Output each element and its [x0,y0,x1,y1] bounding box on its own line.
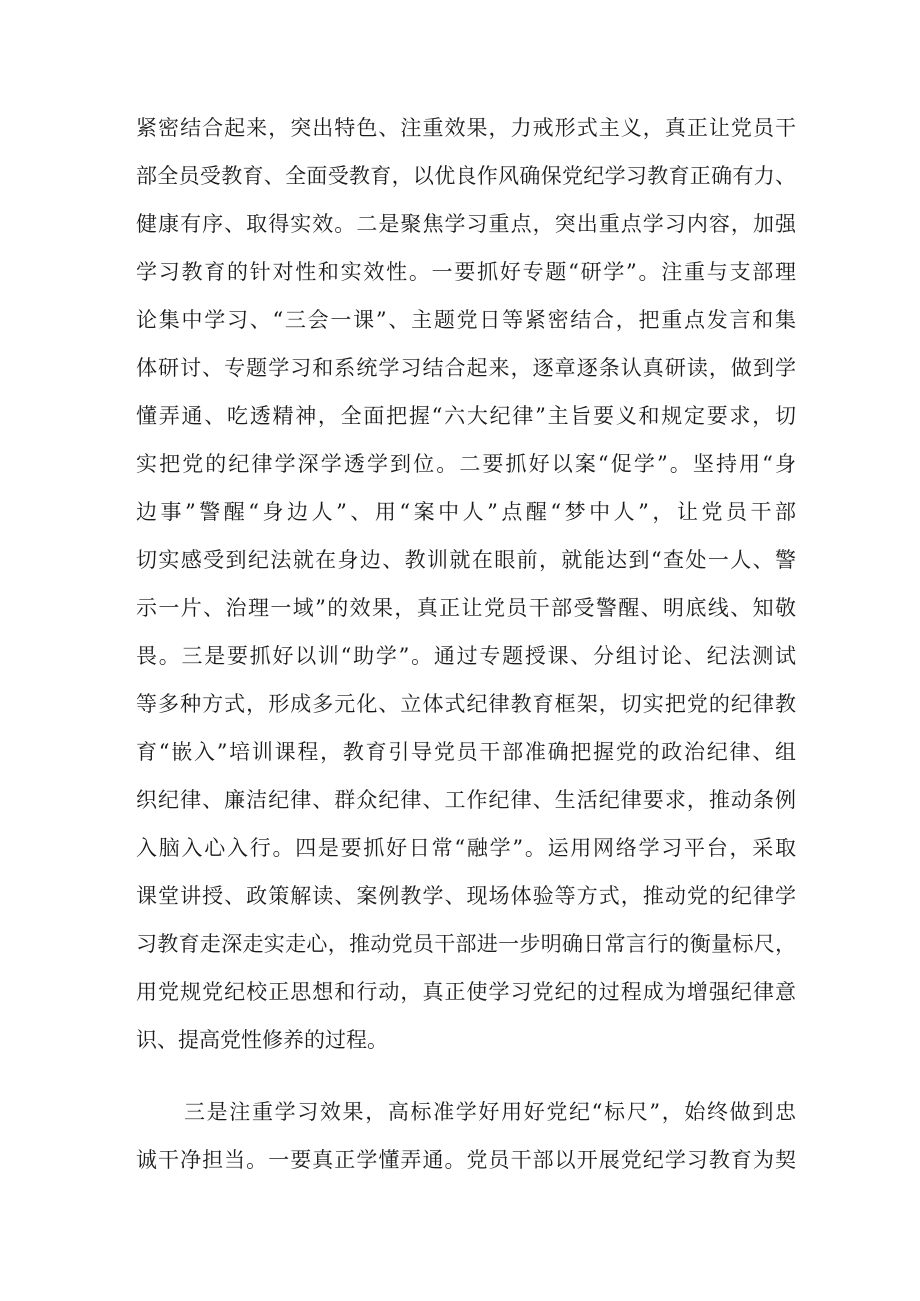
text-line: 体研讨、专题学习和系统学习结合起来，逐章逐条认真研读，做到学 [136,356,796,380]
text-line: 部全员受教育、全面受教育，以优良作风确保党纪学习教育正确有力、 [136,164,796,188]
text-line: 等多种方式，形成多元化、立体式纪律教育框架，切实把党的纪律教 [136,692,796,716]
text-line: 示一片、治理一域”的效果，真正让党员干部受警醒、明底线、知敬 [136,596,796,620]
text-line: 课堂讲授、政策解读、案例教学、现场体验等方式，推动党的纪律学 [136,884,796,908]
text-line: 健康有序、取得实效。二是聚焦学习重点，突出重点学习内容，加强 [136,212,796,236]
text-line: 诚干净担当。一要真正学懂弄通。党员干部以开展党纪学习教育为契 [136,1148,796,1172]
text-line: 懂弄通、吃透精神，全面把握“六大纪律”主旨要义和规定要求，切 [136,404,796,428]
text-line-paragraph-start: 三是注重学习效果，高标准学好用好党纪“标尺”，始终做到忠 [184,1100,796,1124]
text-line: 切实感受到纪法就在身边、教训就在眼前，就能达到“查处一人、警 [136,548,796,572]
text-line: 紧密结合起来，突出特色、注重效果，力戒形式主义，真正让党员干 [136,116,796,140]
text-line: 实把党的纪律学深学透学到位。二要抓好以案“促学”。坚持用“身 [136,452,796,476]
text-line: 论集中学习、“三会一课”、主题党日等紧密结合，把重点发言和集 [136,308,796,332]
text-line: 育“嵌入”培训课程，教育引导党员干部准确把握党的政治纪律、组 [136,740,796,764]
text-line: 边事”警醒“身边人”、用“案中人”点醒“梦中人”，让党员干部 [136,500,796,524]
text-line: 畏。三是要抓好以训“助学”。通过专题授课、分组讨论、纪法测试 [136,644,796,668]
text-line-paragraph-end: 识、提高党性修养的过程。 [136,1028,388,1052]
text-line: 习教育走深走实走心，推动党员干部进一步明确日常言行的衡量标尺， [136,932,796,956]
text-line: 用党规党纪校正思想和行动，真正使学习党纪的过程成为增强纪律意 [136,980,796,1004]
text-line: 织纪律、廉洁纪律、群众纪律、工作纪律、生活纪律要求，推动条例 [136,788,796,812]
text-line: 入脑入心入行。四是要抓好日常“融学”。运用网络学习平台，采取 [136,836,796,860]
text-line: 学习教育的针对性和实效性。一要抓好专题“研学”。注重与支部理 [136,260,796,284]
